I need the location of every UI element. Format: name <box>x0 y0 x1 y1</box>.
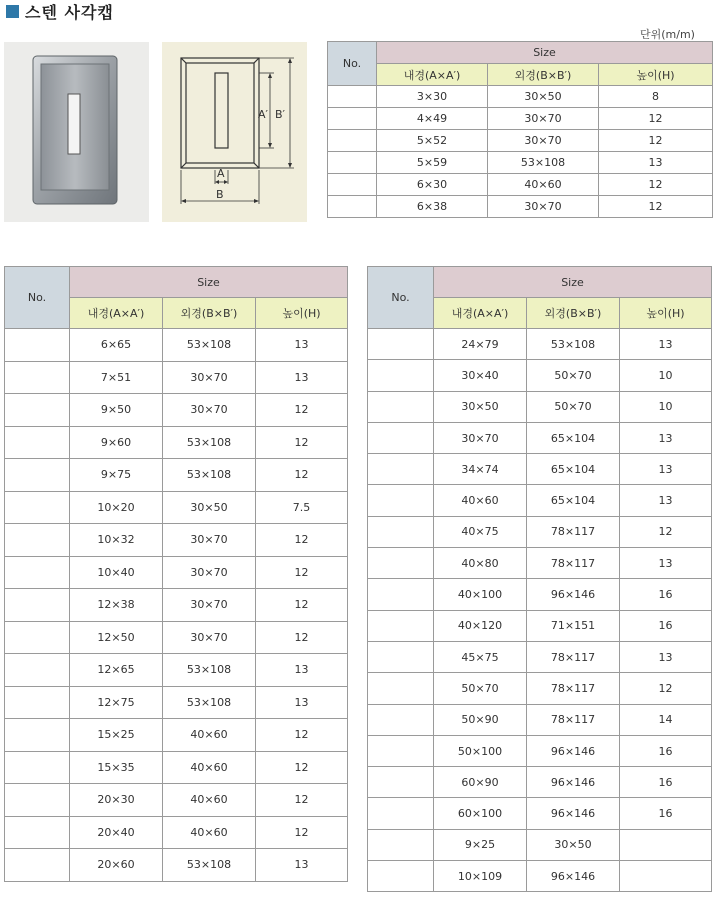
header-inner: 내경(A×A′) <box>377 64 488 86</box>
cell-no <box>368 673 434 704</box>
cell-outer: 53×108 <box>163 329 256 362</box>
cell-outer: 30×70 <box>163 556 256 589</box>
header-outer: 외경(B×B′) <box>488 64 599 86</box>
cell-inner: 40×120 <box>434 610 527 641</box>
spec-table-top <box>327 41 713 218</box>
cell-outer: 30×70 <box>163 394 256 427</box>
table-row <box>328 196 713 218</box>
cell-inner: 40×100 <box>434 579 527 610</box>
table-row <box>5 686 348 719</box>
square-cap-photo-icon <box>4 42 149 222</box>
cell-height: 13 <box>256 654 348 687</box>
table-row <box>368 767 712 798</box>
cell-outer: 30×70 <box>488 108 599 130</box>
cell-no <box>368 360 434 391</box>
cell-height <box>620 861 712 892</box>
cell-no <box>368 422 434 453</box>
cell-inner: 12×65 <box>70 654 163 687</box>
cell-no <box>328 152 377 174</box>
cell-outer: 40×60 <box>163 784 256 817</box>
table-row <box>5 751 348 784</box>
cell-no <box>368 735 434 766</box>
cell-no <box>5 459 70 492</box>
table-row <box>5 784 348 817</box>
cell-outer: 53×108 <box>163 459 256 492</box>
cell-height: 12 <box>256 524 348 557</box>
cell-height: 16 <box>620 735 712 766</box>
cell-outer: 30×70 <box>163 361 256 394</box>
table-row <box>368 641 712 672</box>
cell-no <box>368 861 434 892</box>
cell-inner: 9×25 <box>434 829 527 860</box>
label-b-prime: B′ <box>275 108 286 121</box>
cell-inner: 30×40 <box>434 360 527 391</box>
cell-height: 12 <box>256 589 348 622</box>
header-size: Size <box>377 42 713 64</box>
table-row <box>5 654 348 687</box>
cell-no <box>328 86 377 108</box>
table-row <box>328 86 713 108</box>
cell-outer: 40×60 <box>163 751 256 784</box>
cell-outer: 53×108 <box>163 654 256 687</box>
cell-height: 12 <box>256 751 348 784</box>
table-row <box>368 829 712 860</box>
table-row <box>5 426 348 459</box>
cell-height: 12 <box>256 556 348 589</box>
table-row <box>368 579 712 610</box>
cell-height: 12 <box>256 816 348 849</box>
cell-inner: 9×75 <box>70 459 163 492</box>
header-height: 높이(H) <box>599 64 713 86</box>
header-no: No. <box>5 267 70 329</box>
cell-inner: 50×90 <box>434 704 527 735</box>
cell-outer: 40×60 <box>488 174 599 196</box>
cell-height: 12 <box>599 108 713 130</box>
header-outer: 외경(B×B′) <box>527 298 620 329</box>
label-a: A <box>217 167 225 180</box>
dimension-diagram-icon <box>162 42 307 222</box>
cell-inner: 10×109 <box>434 861 527 892</box>
cell-outer: 53×108 <box>488 152 599 174</box>
cell-inner: 50×70 <box>434 673 527 704</box>
cell-no <box>5 621 70 654</box>
cell-no <box>5 491 70 524</box>
cell-no <box>5 426 70 459</box>
cell-inner: 15×35 <box>70 751 163 784</box>
label-b: B <box>216 188 224 201</box>
table-row <box>5 524 348 557</box>
cell-no <box>368 641 434 672</box>
cell-outer: 53×108 <box>163 686 256 719</box>
table-row <box>5 329 348 362</box>
cell-no <box>328 130 377 152</box>
cell-no <box>5 524 70 557</box>
cell-outer: 96×146 <box>527 798 620 829</box>
cell-outer: 50×70 <box>527 360 620 391</box>
cell-height <box>620 829 712 860</box>
table-row <box>5 589 348 622</box>
cell-inner: 15×25 <box>70 719 163 752</box>
header-inner: 내경(A×A′) <box>434 298 527 329</box>
cell-height: 12 <box>620 516 712 547</box>
cell-inner: 12×75 <box>70 686 163 719</box>
cell-inner: 9×50 <box>70 394 163 427</box>
header-height: 높이(H) <box>620 298 712 329</box>
cell-height: 8 <box>599 86 713 108</box>
cell-inner: 10×32 <box>70 524 163 557</box>
header-outer: 외경(B×B′) <box>163 298 256 329</box>
cell-no <box>5 849 70 882</box>
cell-no <box>5 329 70 362</box>
cell-inner: 5×52 <box>377 130 488 152</box>
cell-no <box>5 816 70 849</box>
unit-label: 단위(m/m) <box>640 28 695 41</box>
cell-outer: 30×50 <box>527 829 620 860</box>
dimension-drawing <box>162 42 307 222</box>
cell-height: 13 <box>620 485 712 516</box>
cell-outer: 96×146 <box>527 861 620 892</box>
cell-height: 13 <box>620 329 712 360</box>
cell-no <box>368 548 434 579</box>
cell-height: 10 <box>620 360 712 391</box>
table-row <box>368 422 712 453</box>
cell-outer: 40×60 <box>163 719 256 752</box>
table-row <box>5 849 348 882</box>
cell-no <box>5 784 70 817</box>
table-row <box>5 491 348 524</box>
cell-height: 16 <box>620 798 712 829</box>
cell-inner: 60×100 <box>434 798 527 829</box>
cell-height: 13 <box>620 548 712 579</box>
cell-inner: 9×60 <box>70 426 163 459</box>
cell-no <box>368 767 434 798</box>
cell-height: 13 <box>599 152 713 174</box>
cell-no <box>368 829 434 860</box>
cell-no <box>328 174 377 196</box>
table-row <box>368 704 712 735</box>
spec-table-left <box>4 266 348 882</box>
table-row <box>368 861 712 892</box>
cell-height: 16 <box>620 610 712 641</box>
cell-height: 13 <box>256 686 348 719</box>
cell-no <box>5 394 70 427</box>
table-row <box>368 454 712 485</box>
header-size: Size <box>434 267 712 298</box>
cell-no <box>368 485 434 516</box>
cell-outer: 30×70 <box>163 621 256 654</box>
cell-no <box>368 516 434 547</box>
cell-no <box>368 704 434 735</box>
table-row <box>5 459 348 492</box>
cell-inner: 20×30 <box>70 784 163 817</box>
cell-outer: 53×108 <box>163 849 256 882</box>
cell-outer: 78×117 <box>527 641 620 672</box>
table-row <box>368 329 712 360</box>
cell-inner: 4×49 <box>377 108 488 130</box>
cell-no <box>5 589 70 622</box>
cell-outer: 53×108 <box>163 426 256 459</box>
cell-outer: 96×146 <box>527 767 620 798</box>
spec-table-right <box>367 266 712 892</box>
cell-outer: 71×151 <box>527 610 620 641</box>
cell-outer: 78×117 <box>527 516 620 547</box>
cell-inner: 7×51 <box>70 361 163 394</box>
table-row <box>5 719 348 752</box>
cell-inner: 6×30 <box>377 174 488 196</box>
cell-outer: 78×117 <box>527 704 620 735</box>
cell-height: 13 <box>256 849 348 882</box>
table-row <box>5 556 348 589</box>
cell-outer: 65×104 <box>527 454 620 485</box>
cell-inner: 3×30 <box>377 86 488 108</box>
table-row <box>328 152 713 174</box>
cell-no <box>5 686 70 719</box>
cell-inner: 6×65 <box>70 329 163 362</box>
cell-outer: 53×108 <box>527 329 620 360</box>
table-row <box>368 735 712 766</box>
section-header <box>6 0 114 22</box>
cell-no <box>368 391 434 422</box>
cell-inner: 40×75 <box>434 516 527 547</box>
cell-inner: 12×50 <box>70 621 163 654</box>
cell-outer: 78×117 <box>527 673 620 704</box>
cell-no <box>328 196 377 218</box>
cell-outer: 50×70 <box>527 391 620 422</box>
cell-no <box>368 454 434 485</box>
cell-height: 12 <box>256 621 348 654</box>
cell-height: 12 <box>256 426 348 459</box>
cell-no <box>5 556 70 589</box>
table-row <box>5 394 348 427</box>
cell-height: 14 <box>620 704 712 735</box>
cell-height: 16 <box>620 767 712 798</box>
cell-height: 12 <box>599 174 713 196</box>
cell-inner: 40×80 <box>434 548 527 579</box>
cell-outer: 30×50 <box>163 491 256 524</box>
table-row <box>368 673 712 704</box>
cell-inner: 24×79 <box>434 329 527 360</box>
cell-height: 12 <box>256 394 348 427</box>
cell-outer: 96×146 <box>527 735 620 766</box>
table-row <box>368 485 712 516</box>
cell-no <box>368 579 434 610</box>
cell-no <box>5 719 70 752</box>
product-photo <box>4 42 149 222</box>
cell-outer: 65×104 <box>527 422 620 453</box>
cell-inner: 10×20 <box>70 491 163 524</box>
header-no: No. <box>328 42 377 86</box>
cell-height: 13 <box>620 422 712 453</box>
cell-no <box>368 610 434 641</box>
cell-height: 12 <box>256 784 348 817</box>
cell-height: 12 <box>256 459 348 492</box>
cell-outer: 30×50 <box>488 86 599 108</box>
cell-no <box>368 329 434 360</box>
table-row <box>368 548 712 579</box>
title-bullet-icon <box>6 5 19 18</box>
cell-inner: 30×50 <box>434 391 527 422</box>
cell-height: 13 <box>256 361 348 394</box>
table-row <box>368 360 712 391</box>
cell-inner: 5×59 <box>377 152 488 174</box>
cell-height: 13 <box>620 454 712 485</box>
cell-outer: 65×104 <box>527 485 620 516</box>
table-row <box>5 816 348 849</box>
cell-inner: 10×40 <box>70 556 163 589</box>
table-row <box>368 391 712 422</box>
cell-height: 13 <box>256 329 348 362</box>
page-title: 스텐 사각캡 <box>25 2 114 22</box>
table-row <box>368 516 712 547</box>
cell-inner: 20×40 <box>70 816 163 849</box>
cell-no <box>328 108 377 130</box>
cell-inner: 45×75 <box>434 641 527 672</box>
cell-outer: 40×60 <box>163 816 256 849</box>
cell-outer: 96×146 <box>527 579 620 610</box>
cell-no <box>5 361 70 394</box>
cell-height: 7.5 <box>256 491 348 524</box>
table-row <box>5 621 348 654</box>
cell-inner: 60×90 <box>434 767 527 798</box>
cell-inner: 20×60 <box>70 849 163 882</box>
cell-inner: 6×38 <box>377 196 488 218</box>
table-row <box>328 174 713 196</box>
cell-height: 13 <box>620 641 712 672</box>
cell-outer: 30×70 <box>163 524 256 557</box>
label-a-prime: A′ <box>258 108 269 121</box>
cell-outer: 30×70 <box>488 130 599 152</box>
header-height: 높이(H) <box>256 298 348 329</box>
cell-height: 10 <box>620 391 712 422</box>
cell-inner: 50×100 <box>434 735 527 766</box>
cell-inner: 12×38 <box>70 589 163 622</box>
cell-height: 12 <box>256 719 348 752</box>
header-size: Size <box>70 267 348 298</box>
header-no: No. <box>368 267 434 329</box>
table-row <box>5 361 348 394</box>
table-row <box>328 108 713 130</box>
cell-outer: 78×117 <box>527 548 620 579</box>
cell-inner: 40×60 <box>434 485 527 516</box>
cell-height: 12 <box>620 673 712 704</box>
cell-outer: 30×70 <box>488 196 599 218</box>
cell-height: 16 <box>620 579 712 610</box>
header-inner: 내경(A×A′) <box>70 298 163 329</box>
cell-no <box>368 798 434 829</box>
table-row <box>328 130 713 152</box>
table-row <box>368 798 712 829</box>
cell-height: 12 <box>599 130 713 152</box>
cell-inner: 34×74 <box>434 454 527 485</box>
cell-height: 12 <box>599 196 713 218</box>
cell-inner: 30×70 <box>434 422 527 453</box>
cell-outer: 30×70 <box>163 589 256 622</box>
table-row <box>368 610 712 641</box>
cell-no <box>5 751 70 784</box>
cell-no <box>5 654 70 687</box>
